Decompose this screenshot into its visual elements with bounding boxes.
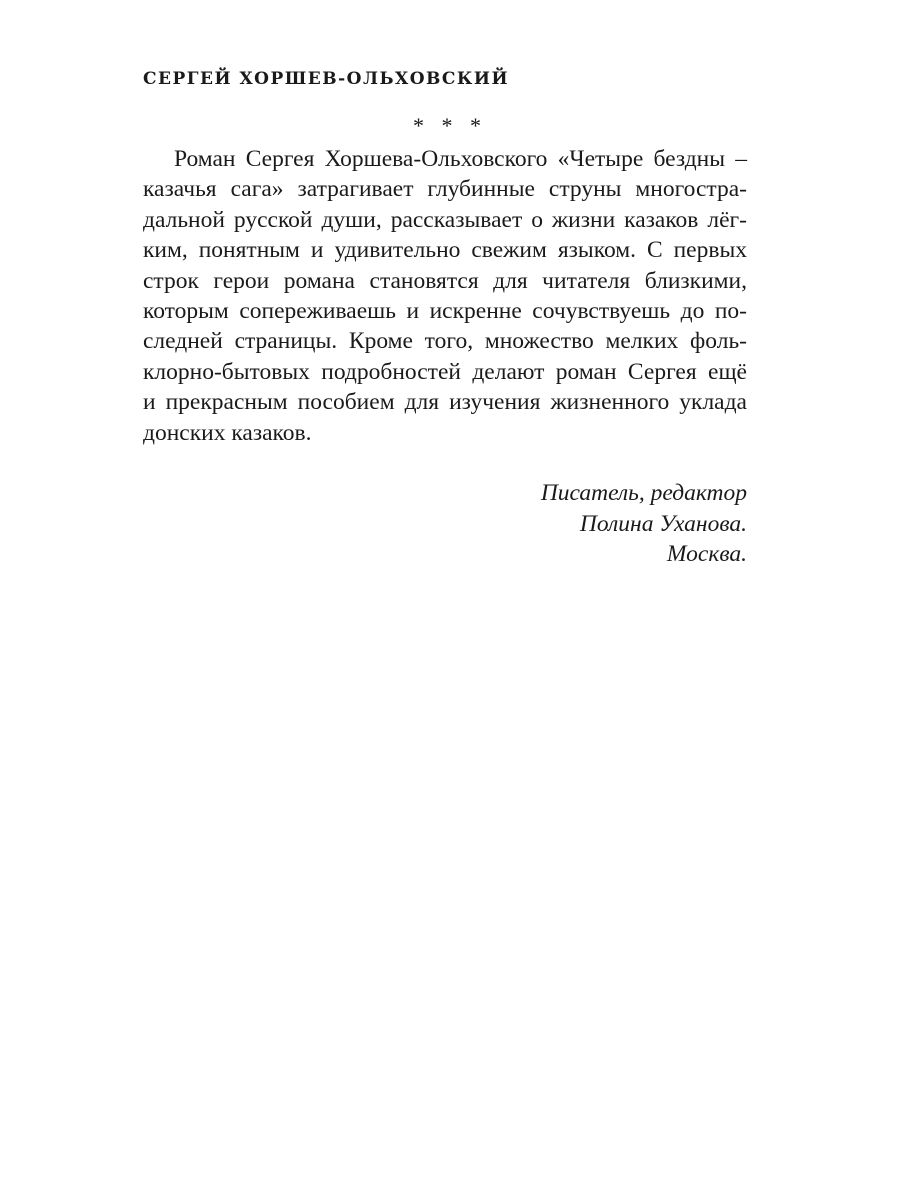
paragraph-line: дальной русской души, рассказывает о жизни казаков лёг- <box>143 206 747 233</box>
paragraph-line: клорно-бытовых подробностей делают роман Сергея ещё <box>143 358 747 385</box>
paragraph-line: следней страницы. Кроме того, множество мелких фоль- <box>143 328 747 355</box>
paragraph-line: и прекрасным пособием для изучения жизненного уклада <box>143 389 747 416</box>
running-head: СЕРГЕЙ ХОРШЕВ-ОЛЬХОВСКИЙ <box>143 69 510 89</box>
signature-block <box>541 478 747 570</box>
section-separator: * * * <box>413 113 487 138</box>
paragraph-line: казачья сага» затрагивает глубинные струны многостра- <box>143 176 747 203</box>
paragraph-line: которым сопереживаешь и искренне сочувствуешь до по- <box>143 297 747 324</box>
signature-name: Полина Уханова. <box>579 510 747 537</box>
paragraph-line: ким, понятным и удивительно свежим языком. С первых <box>143 237 747 264</box>
signature-role: Писатель, редактор <box>540 480 747 506</box>
paragraph-line: донских казаков. <box>143 419 312 446</box>
body-paragraph <box>143 144 747 448</box>
paragraph-line: строк герои романа становятся для читателя близкими, <box>143 267 747 294</box>
paragraph-line: Роман Сергея Хоршева-Ольховского «Четыре бездны – <box>174 146 747 172</box>
signature-city: Москва. <box>666 541 747 567</box>
